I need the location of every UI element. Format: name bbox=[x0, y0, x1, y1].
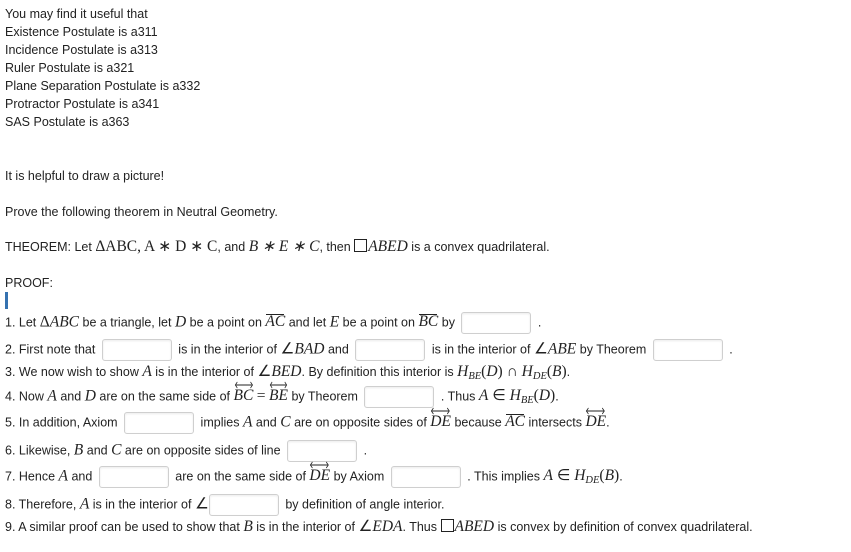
step5-axiom-input[interactable] bbox=[124, 412, 194, 434]
step7-axiom-input[interactable] bbox=[391, 466, 461, 488]
proof-step-9: 9. A similar proof can be used to show that B is in the interior of ∠EDA. Thus ABED is convex by definition of convex quadrilateral. bbox=[5, 518, 753, 535]
proof-step-4: 4. Now A and D are on the same side of BC = BE by Theorem . Thus A ∈ $H_{BE}(D)$. bbox=[5, 386, 559, 410]
line-de-arrow: DE bbox=[430, 413, 451, 431]
intro-line-5: Plane Separation Postulate is a332 bbox=[5, 79, 201, 93]
segment-ac: AC bbox=[265, 313, 286, 331]
proof-step-8: 8. Therefore, A is in the interior of ∠ by definition of angle interior. bbox=[5, 494, 444, 516]
step4-theorem-input[interactable] bbox=[364, 386, 434, 408]
step8-angle-input[interactable] bbox=[209, 494, 279, 516]
proof-label: PROOF: bbox=[5, 276, 53, 290]
line-be-arrow: BE bbox=[269, 387, 288, 405]
task-text: Prove the following theorem in Neutral Geometry. bbox=[5, 205, 278, 219]
intro-line-3: Incidence Postulate is a313 bbox=[5, 43, 158, 57]
hint-text: It is helpful to draw a picture! bbox=[5, 169, 165, 183]
intro-line-4: Ruler Postulate is a321 bbox=[5, 61, 135, 75]
quadrilateral-symbol-2 bbox=[441, 519, 454, 532]
step2-point2-input[interactable] bbox=[355, 339, 425, 361]
step7-point-input[interactable] bbox=[99, 466, 169, 488]
line-de-arrow-2: DE bbox=[585, 413, 606, 431]
line-bc-arrow: BC bbox=[234, 387, 254, 405]
intro-line-2: Existence Postulate is a311 bbox=[5, 25, 158, 39]
line-de-arrow-3: DE bbox=[309, 467, 330, 485]
quadrilateral-symbol bbox=[354, 239, 367, 252]
intro-line-6: Protractor Postulate is a341 bbox=[5, 97, 160, 111]
step1-reason-input[interactable] bbox=[461, 312, 531, 334]
proof-step-6: 6. Likewise, B and C are on opposite sides of line . bbox=[5, 440, 367, 462]
proof-step-2: 2. First note that is in the interior of ∠BAD and is in the interior of ∠ABE by Theorem . bbox=[5, 339, 733, 361]
proof-step-3: 3. We now wish to show A is in the interior of ∠BED. By definition this interior is $H_{BE}(D)$ ∩ $H_{DE}(B)$. bbox=[5, 363, 571, 382]
intro-line-7: SAS Postulate is a363 bbox=[5, 115, 130, 129]
proof-step-1: 1. Let ΔABC be a triangle, let D be a point on AC and let E be a point on BC by . bbox=[5, 312, 541, 334]
text-cursor bbox=[5, 292, 8, 309]
step6-line-input[interactable] bbox=[287, 440, 357, 462]
proof-step-5: 5. In addition, Axiom implies A and C are on opposite sides of DE because AC intersects DE. bbox=[5, 412, 610, 434]
intro-line-1: You may find it useful that bbox=[5, 7, 148, 21]
segment-ac-2: AC bbox=[505, 413, 525, 431]
theorem-line: THEOREM: Let ΔABC, A ∗ D ∗ C, and B ∗ E ∗ C, then ABED is a convex quadrilateral. bbox=[5, 238, 550, 255]
step2-theorem-input[interactable] bbox=[653, 339, 723, 361]
segment-bc: BC bbox=[418, 313, 439, 331]
step2-point-input[interactable] bbox=[102, 339, 172, 361]
proof-step-7: 7. Hence A and are on the same side of DE by Axiom . This implies A ∈ $H_{DE}(B)$. bbox=[5, 466, 623, 490]
